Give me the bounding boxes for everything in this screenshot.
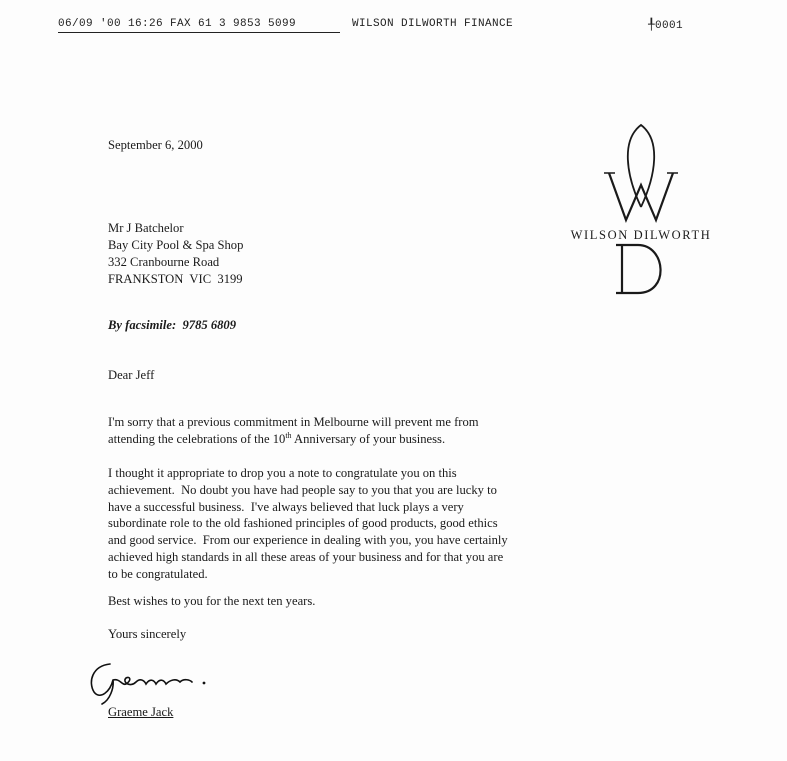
logo-wordmark: WILSON DILWORTH	[570, 228, 712, 242]
paragraph-1	[108, 414, 479, 448]
wd-monogram-icon	[566, 115, 716, 300]
paragraph-2-line: have a successful business. I've always believed that luck plays a very	[108, 499, 464, 514]
paragraph-2-line: achievement. No doubt you have had people say to you that you are lucky to	[108, 482, 497, 497]
paragraph-2-line: I thought it appropriate to drop you a note to congratulate you on this	[108, 466, 457, 480]
closing: Yours sincerely	[108, 627, 187, 641]
fax-header-bar	[58, 18, 698, 34]
paragraph-2-line: and good service. From our experience in dealing with you, you have certainly	[108, 533, 508, 548]
recipient-address	[108, 220, 243, 288]
ordinal-suffix: th	[285, 430, 292, 440]
paragraph-2	[108, 465, 508, 583]
wilson-dilworth-logo	[566, 115, 716, 300]
fax-page-number: ╀0001	[648, 20, 684, 32]
letter-date: September 6, 2000	[108, 138, 203, 152]
facsimile-line: By facsimile: 9785 6809	[108, 318, 237, 332]
paragraph-1-line-2a: attending the celebrations of the 10	[108, 432, 286, 446]
fax-sender-company: WILSON DILWORTH FINANCE	[352, 18, 514, 30]
fax-transmission-info: 06/09 '00 16:26 FAX 61 3 9853 5099	[58, 18, 297, 30]
paragraph-1-line-1: I'm sorry that a previous commitment in Melbourne will prevent me from	[108, 415, 479, 429]
handwritten-signature	[80, 652, 220, 707]
salutation: Dear Jeff	[108, 368, 155, 382]
paragraph-2-line: to be congratulated.	[108, 566, 208, 581]
recipient-name: Mr J Batchelor	[108, 221, 184, 235]
paragraph-2-line: subordinate role to the old fashioned principles of good products, good ethics	[108, 516, 498, 531]
recipient-business: Bay City Pool & Spa Shop	[108, 238, 244, 252]
paragraph-3: Best wishes to you for the next ten years.	[108, 594, 316, 608]
fax-header-underline	[58, 32, 340, 33]
recipient-street: 332 Cranbourne Road	[108, 255, 220, 269]
signatory-name: Graeme Jack	[108, 705, 174, 719]
paragraph-1-line-2b: Anniversary of your business.	[291, 432, 446, 446]
paragraph-2-line: achieved high standards in all these areas of your business and for that you are	[108, 549, 504, 564]
recipient-city: FRANKSTON VIC 3199	[108, 272, 243, 286]
